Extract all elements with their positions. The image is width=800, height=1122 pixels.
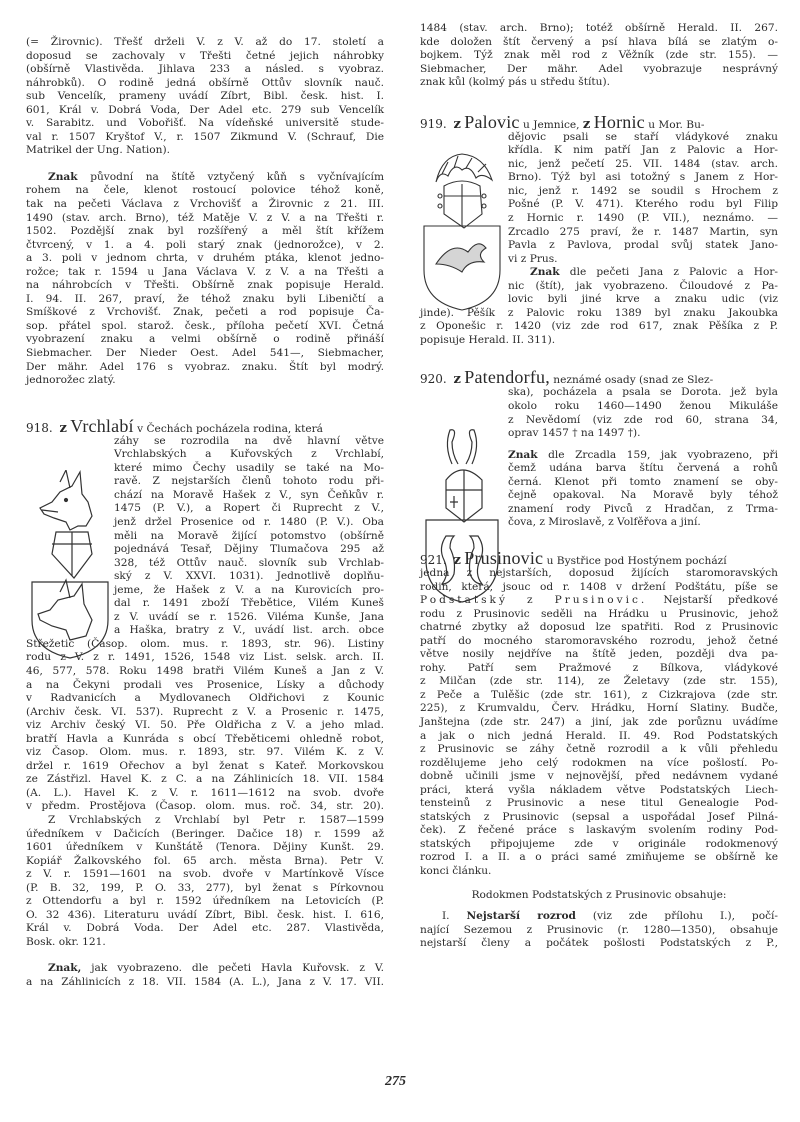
- text-line: dobně učinili jsme v nejnovější, před nedávnem vydané: [420, 770, 778, 783]
- text-line: rožce; tak r. 1594 u Jana Václava V. z V. a na Třešti a: [26, 265, 384, 278]
- text-line: ravě. Z nejstarších členů tohoto rodu při-: [114, 475, 384, 488]
- text-line: (= Žirovnic). Třešť drželi V. z V. až do 17. století a: [26, 36, 384, 48]
- text-line: rozdělujeme jeho celý rodokmen na více pošlostí. Po-: [420, 756, 778, 769]
- text-line: 1502. Pozdější znak byl rozšířený a měl štít křížem: [26, 225, 384, 238]
- shield-icon: [32, 580, 108, 658]
- text-line: z Peče a Tulěšic (zde str. 161), z Cizkrajova (zde str.: [420, 688, 778, 701]
- text-line: jedna z nejstarších, doposud žijících staromoravských: [420, 566, 778, 579]
- helmet-icon: [52, 532, 92, 578]
- entry-heading: 918. z Vrchlabí v Čechách pocházela rodina, která: [26, 415, 323, 436]
- text-line: 328, též Ottův nauč. slovník sub Vrchlab-: [114, 556, 384, 569]
- shield-icon: [424, 226, 500, 310]
- text-line: měli na Moravě žijící potomstvo (obšírně: [114, 529, 384, 542]
- text-line: rohy. Patří sem Pražmové z Bílkova, vládykové: [420, 661, 778, 674]
- wing-crest-icon: [436, 154, 492, 182]
- text-line: Zrcadlo 275 praví, že r. 1487 Martin, syn: [508, 225, 778, 238]
- family-name: Patendorfu,: [464, 367, 550, 388]
- family-name: Palovic: [464, 111, 520, 132]
- text-line: lovic byli jiné krve a znaku udic (viz: [508, 293, 778, 306]
- text-line: 601, Král v. Dobrá Voda, Der Adel etc. 279 sub Vencelík: [26, 103, 384, 116]
- text-line: I. 94. II. 267, praví, že téhož znaku byli Libeničtí a: [26, 292, 384, 305]
- text-line: Brno). Týž byl asi totožný s Janem z Hor-: [508, 171, 778, 184]
- wolf-head-crest-icon: [40, 470, 92, 530]
- text-line: a na Čekyni prodali ves Prosenice, Lísky a důchody: [26, 678, 384, 691]
- horns-crest-icon: [447, 430, 476, 464]
- text-line: sub Vencelík, prameny uvádí Zíbrt, Bibl. česk. hist. I.: [26, 90, 384, 103]
- text-line: ský z V. XXVI. 1031). Jednotlivě doplňu-: [114, 570, 384, 583]
- text-line: z Nevědomí (viz zde rod 60, strana 34,: [508, 413, 778, 426]
- text-line: jinde). Pěšík z Palovic roku 1389 byl znaku Jakoubka: [420, 306, 778, 319]
- text-line: ska), pocházela a psala se Dorota. jež byla: [508, 386, 778, 399]
- text-line: Pavla z Pavlova, prodal svůj statek Jano-: [508, 239, 778, 252]
- text-line: tensteinů z Prusinovic a nese titul Genealogie Pod-: [420, 797, 778, 810]
- text-line: ze Zástřizl. Havel K. z C. a na Záhlinicích 18. VII. 1584: [26, 773, 384, 786]
- text-line: rodin, která, jsouc od r. 1408 v držení Podštátu, píše se: [420, 580, 778, 593]
- text-line: patří do mocného staromoravského rozrodu, jehož četné: [420, 634, 778, 647]
- text-line: Der mähr. Adel 176 s vyobraz. znaku. Štít byl modrý.: [26, 360, 384, 373]
- text-line: čemž udána barva štítu červená a rohů: [508, 462, 778, 475]
- entry-919: 919. z Palovic u Jemnice, z Hornic u Mor. Bu- dějovic psali se staří vládykové znaku křídla. K nim patří Jan z Palovic a Hor- nic, jenž pečetí 25. VII. 1484 (stav. arch. Brno). Týž byl asi totožný s Janem z Hor- nic, jenž r. 1492 se soudil s Hrochem z Pošné (P. V. 471). Kterého rodu byl Filip z Hornic r. 1490 (P. VII.), neznámo. — Zrcadlo 275 praví, že r. 1487 Martin, syn Pavla z Pavlova, prodal svůj statek Jano- vi z Prus. Znak dle pečeti Jana z Palovic a Hor- nic (štít), jak vyobrazeno. Čiloudové z Pa- lovic byli jiné krve a znaku udic (viz jinde). Pěšík z Palovic roku 1389 byl znaku Jakoubka z Oponešic r. 1420 (viz zde rod 617, znak Pěšíka z P. popisuje Herald. II. 311).: [420, 111, 778, 346]
- text-line: Pošné (P. V. 471). Kterého rodu byl Filip: [508, 198, 778, 211]
- text-line: viz Časop. Olom. mus. r. 1893, str. 97. Vilém K. z V.: [26, 746, 384, 759]
- text-line: kde doložen štít červený a psí hlava bílá se zlatým o-: [420, 35, 778, 48]
- text-line: a jak o nich jedná Herald. II. 49. Rod Podstatských: [420, 729, 778, 742]
- text-line: záhy se rozrodila na dvě hlavní větve: [114, 434, 384, 447]
- text-line: a na Záhlinicích z 18. VII. 1584 (A. L.), Jana z V. 17. VII.: [26, 976, 384, 988]
- text-line: Z Vrchlabských z Vrchlabí byl Petr r. 1587—1599: [48, 813, 384, 826]
- text-line: statských z Prusinovic (sepsal a uspořádal Josef Pilná-: [420, 810, 778, 823]
- text-line: nic, jenž r. 1492 se soudil s Hrochem z: [508, 184, 778, 197]
- text-line: konci článku.: [420, 864, 492, 877]
- text-line: z V. r. 1591—1601 na svob. dvoře v Martínkově Vísce: [26, 868, 384, 881]
- entry-918: 918. z Vrchlabí v Čechách pocházela rodina, která záhy se rozrodila na dvě hlavní větve Vrchlabských a Kuřovských z Vrchlabí, které mimo Čechy usadily se také na Mo- ravě. Z nejstarších členů tohoto rodu při- chází na Moravě Hašek z V., syn Čeňkův r. 1475 (P. V.), a Ropert či Ruprecht z V., jenž držel Prosenice od r. 1480 (P. V.). Oba měli na Moravě žijící potomstvo (obšírně pojednává Tesař, Dějiny Tlumačova 295 až 328, též Ottův nauč. slovník sub Vrchlab- ský z V. XXVI. 1031). Jednotlivě doplňu- jeme, že Hašek z V. a na Kurovicích pro- dal r. 1491 zboží Třebětice, Vilém Kuneš z V. uvádí se r. 1526. Viléma Kunše, Jana a Haška, bratry z V., uvádí list. arch. obce Střežetic (Časop. olom. mus. r. 1893, str. 96). Listiny rodu z V. z r. 1491, 1526, 1548 viz List. selsk. arch. II. 46, 577, 578. Roku 1498 bratři Vilém Kuneš a Jan z V. a na Čekyni prodali ves Prosenice, Lísky a důchody v Radvanicích a Mydlovanech Oldřichovi z Kounic (Archiv česk. VI. 537). Ruprecht z V. a Prosenic r. 1475, viz Archiv český VI. 50. Pře Oldřicha z V. a jeho mlad. bratří Havla a Kunráda s obcí Třeběticemi ohledně robot, viz Časop. Olom. mus. r. 1893, str. 97. Vilém K. z V. držel r. 1619 Ořechov a byl ženat s Kateř. Morkovskou ze Zástřizl. Havel K. z C. a na Záhlinicích 18. VII. 1584 (A. L.). Havel K. z V. r. 1611—1612 na svob. dvoře v předm. Prostějova (Časop. olom. mus. roč. 34, str. 20). Z Vrchlabských z Vrchlabí byl Petr r. 1587—1599 úředníkem v Dačicích (Beringer. Dačice 18) r. 1599 až 1601 úředníkem v Kunštátě (Tenora. Dějiny Kunšt. 29. Kopiář Žalkovského fol. 65 arch. města Brna). Petr V. z V. r. 1591—1601 na svob. dvoře v Martínkově Vísce (P. B. 32, 199, P. O. 33, 277), byl ženat s Pírkovnou z Ottendorfu a byl r. 1592 úředníkem na Letovicích (P. O. 32 436). Literaturu uvádí Zíbrt, Bibl. česk. hist. I. 616, Král v. Dobrá Voda. Der Adel etc. 287. Vlastivěda, Bosk. okr. 121. Znak, jak vyobrazeno. dle pečeti Havla Kuřovsk. z V. a na Záhlinicích z 18. VII. 1584 (A. L.), Jana z V. 17. VII.: [26, 415, 384, 988]
- text-line: v. Sarabitz. und Vobořišť. Na vídeňské universitě stude-: [26, 117, 384, 130]
- text-line: nic, jenž pečetí 25. VII. 1484 (stav. arch.: [508, 157, 778, 170]
- text-line: čtvrcený, v 1. a 4. poli starý znak (jednorožce), v 2.: [26, 238, 384, 251]
- text-line: (Archiv česk. VI. 537). Ruprecht z V. a Prosenic r. 1475,: [26, 705, 384, 718]
- text-line: a Haška, bratry z V., uvádí list. arch. obce: [114, 624, 384, 637]
- text-line: tak na pečeti Václava z Vrchovišť a Žirovnic z 21. III.: [26, 198, 384, 211]
- text-line: chází na Moravě Hašek z V., syn Čeňkův r.: [114, 488, 384, 501]
- coat-of-arms-patendorfu: [424, 424, 500, 604]
- family-name: Prusinovic: [464, 547, 544, 568]
- page-number: 275: [385, 1074, 406, 1089]
- text-line: ček). Z řečené práce s laskavým svolením rodiny Pod-: [420, 824, 778, 837]
- text-line: Janštejna (zde str. 247) a jiní, jak zde porůznu uvádíme: [420, 715, 778, 728]
- text-line: úředníkem v Dačicích (Beringer. Dačice 18) r. 1599 až: [26, 827, 384, 840]
- text-line: 1484 (stav. arch. Brno); totéž obšírně Herald. II. 267.: [420, 22, 778, 34]
- text-line: 1490 (stav. arch. Brno), též Matěje V. z V. a na Třešti r.: [26, 211, 384, 224]
- text-line: vi z Prus.: [508, 252, 558, 265]
- text-line: val r. 1507 Kryštof V., r. 1507 Zikmund V. (Schrauf, Die: [26, 130, 384, 143]
- text-line: na náhrobcích v Třešti. Obšírně znak popisuje Herald.: [26, 279, 384, 292]
- znak-label: Znak: [530, 266, 560, 279]
- shield-icon: [426, 520, 498, 602]
- text-line: z Oponešic r. 1420 (viz zde rod 617, znak Pěšíka z P.: [420, 320, 778, 333]
- text-line: práci, která vyšla nákladem větve Podstatských Liech-: [420, 783, 778, 796]
- text-line: rozrod I. a II. a o práci samé zmiňujeme se obšírně ke: [420, 851, 778, 864]
- text-line: O. 32 436). Literaturu uvádí Zíbrt, Bibl. česk. hist. I. 616,: [26, 908, 384, 921]
- text-line: Kopiář Žalkovského fol. 65 arch. města Brna). Petr V.: [26, 854, 384, 867]
- text-line: pojednává Tesař, Dějiny Tlumačova 295 až: [114, 543, 384, 556]
- text-line: oprav 1457 † na 1497 †).: [508, 427, 641, 440]
- text-line: a 3. poli v jednom chrta, v druhém ptáka, klenot jedno-: [26, 252, 384, 265]
- text-line: z Milčan (zde str. 114), ze Želetavy (zde str. 155),: [420, 675, 778, 688]
- text-line: jenž držel Prosenice od r. 1480 (P. V.). Oba: [114, 515, 384, 528]
- text-line: dal r. 1491 zboží Třebětice, Vilém Kuneš: [114, 597, 384, 610]
- entry-921: 921. z Prusinovic u Bystřice pod Hostýnem pochází jedna z nejstarších, doposud žijících staromoravských rodin, která, jsouc od r. 1408 v držení Podštátu, píše se Podstatský z Prusinovic. Nejstarší předkové rodu z Prusinovic seděli na Hrádku u Prusinovic, jehož chatrné zbytky až doposud lze spatřiti. Rod z Prusinovic patří do mocného staromoravského rozrodu, jehož četné větve nosily nejdříve na štítě jeden, později dva pa- rohy. Patří sem Pražmové z Bílkova, vládykové z Milčan (zde str. 114), ze Želetavy (zde str. 155), z Peče a Tulěšic (zde str. 161), z Cizkrajova (zde str. 225), z Krumvaldu, Červ. Hrádku, Horní Slatiny. Budče, Janštejna (zde str. 247) a jiní, jak zde porůznu uvádíme a jak o nich jedná Herald. II. 49. Rod Podstatských z Prusinovic se záhy četně rozrodil a k vůli přehledu rozdělujeme jeho celý rodokmen na více pošlostí. Po- dobně učinili jsme v nejnovější, před nedávnem vydané práci, která vyšla nákladem větve Podstatských Liech- tensteinů z Prusinovic a nese titul Genealogie Pod- statských z Prusinovic (sepsal a uspořádal Josef Pilná- ček). Z řečené práce s laskavým svolením rodiny Pod- statských připojujeme zde v originále rodokmenový rozrod I. a II. a o práci samé zmiňujeme se obšírně ke konci článku. Rodokmen Podstatských z Prusinovic obsahuje: I. Nejstarší rozrod (viz zde přílohu I.), počí- nající Sezemou z Prusinovic (r. 1280—1350), obsahuje nejstarší členy a počátek pošlosti Podstatských z P.,: [420, 547, 778, 950]
- text-line: chatrné zbytky až doposud lze spatřiti. Rod z Prusinovic: [420, 621, 778, 634]
- text-line: v Radvanicích a Mydlovanech Oldřichovi z Kounic: [26, 692, 384, 705]
- helmet-icon: [438, 181, 486, 228]
- text-line: bojkem. Týž znak měl rod z Věžník (zde str. 155). —: [420, 49, 778, 62]
- entry-heading: 920. z Patendorfu, neznámé osady (snad ze Slez-: [420, 367, 714, 388]
- text-line: viz Archiv český VI. 50. Pře Oldřicha z V. a jeho mlad.: [26, 719, 384, 732]
- text-line: Smíškové z Vrchovišť. Znak, pečeti a rod popisuje Ča-: [26, 306, 384, 319]
- text-line: Vrchlabských a Kuřovských z Vrchlabí,: [114, 448, 384, 461]
- text-line: 46, 577, 578. Roku 1498 bratři Vilém Kuneš a Jan z V.: [26, 664, 384, 677]
- text-line: čejně opakoval. Na Moravě byly téhož: [508, 489, 778, 502]
- text-line: černá. Klenot při tomto znamení se oby-: [508, 475, 778, 488]
- item-title: Nejstarší rozrod: [466, 910, 576, 923]
- text-line: 1601 úředníkem v Kunštátě (Tenora. Dějiny Kunšt. 29.: [26, 841, 384, 854]
- text-line: (obšírně Vlastivěda. Jihlava 233 a násled. s vyobraz.: [26, 63, 384, 76]
- text-line: držel r. 1619 Ořechov a byl ženat s Kateř. Morkovskou: [26, 759, 384, 772]
- entry-heading: 921. z Prusinovic u Bystřice pod Hostýnem pochází: [420, 547, 727, 568]
- text-line: (P. B. 32, 199, P. O. 33, 277), byl ženat s Pírkovnou: [26, 881, 384, 894]
- znak-label: Znak,: [48, 962, 82, 975]
- text-line: Matrikel der Ung. Nation).: [26, 144, 170, 157]
- text-line: dějovic psali se staří vládykové znaku: [508, 130, 778, 143]
- coat-of-arms-vrchlabi: [30, 470, 110, 660]
- spaced-family-name: Podstatský z Prusinovic.: [420, 594, 648, 607]
- helmet-icon: [446, 470, 482, 522]
- text-line: popisuje Herald. II. 311).: [420, 333, 556, 346]
- text-line: bratří Havla a Kunráda s obcí Třeběticemi ohledně robot,: [26, 732, 384, 745]
- text-line: nic (štít), jak vyobrazeno. Čiloudové z Pa-: [508, 279, 778, 292]
- text-line: znak kůl (kolmý pás u středu štítu).: [420, 76, 610, 89]
- text-line: jednorožec zlatý.: [26, 374, 116, 387]
- text-line: sop. přátel spol. starož. česk., příloha pečetí XVI. Četná: [26, 319, 384, 332]
- text-line: které mimo Čechy usadily se také na Mo-: [114, 461, 384, 474]
- text-line: rodu z V. z r. 1491, 1526, 1548 viz List. selsk. arch. II.: [26, 651, 384, 664]
- text-line: z Prusinovic se záhy četně rozrodil a k vůli přehledu: [420, 743, 778, 756]
- family-name: Hornic: [593, 111, 645, 132]
- text-line: Střežetic (Časop. olom. mus. r. 1893, str. 96). Listiny: [26, 637, 384, 650]
- paragraph-znak-vrchovist: Znak původní na štítě vztyčený kůň s vyčnívajícím rohem na čele, klenot rostoucí polovice téhož koně, tak na pečeti Václava z Vrchovišť a Žirovnic z 21. III. 1490 (stav. arch. Brno), též Matěje V. z V. a na Třešti r. 1502. Pozdější znak byl rozšířený a měl štít křížem čtvrcený, v 1. a 4. poli starý znak (jednorožce), v 2. a 3. poli v jednom chrta, v druhém ptáka, klenot jedno- rožce; tak r. 1594 u Jana Václava V. z V. a na Třešti a na náhrobcích v Třešti. Obšírně znak popisuje Herald. I. 94. II. 267, praví, že téhož znaku byli Libeničtí a Smíškové z Vrchovišť. Znak, pečeti a rod popisuje Ča- sop. přátel spol. starož. česk., příloha pečetí XVI. Četná vyobrazení znaku a velmi obšírně o rodině přináší Siebmacher. Der Nieder Oest. Adel 541—, Siebmacher, Der mähr. Adel 176 s vyobraz. znaku. Štít byl modrý. jednorožec zlatý.: [26, 170, 384, 387]
- text-line: vyobrazení znaku a velmi obšírně o rodině přináší: [26, 333, 384, 346]
- entry-heading: 919. z Palovic u Jemnice, z Hornic u Mor. Bu-: [420, 111, 705, 132]
- znak-label: Znak: [508, 448, 538, 461]
- text-line: náhrobků). O rodině jedná obšírně Ottův slovník nauč.: [26, 76, 384, 89]
- text-line: Bosk. okr. 121.: [26, 935, 106, 948]
- text-line: nejstarší členy a počátek pošlosti Podstatských z P.,: [420, 937, 778, 950]
- text-line: rodu z Prusinovic seděli na Hrádku u Prusinovic, jehož: [420, 607, 778, 620]
- paragraph-zirovnic: [26, 36, 384, 158]
- coat-of-arms-palovic: [422, 152, 502, 312]
- text-line: z Hornic r. 1490 (P. VII.), neznámo. —: [508, 212, 778, 225]
- entry-920: 920. z Patendorfu, neznámé osady (snad ze Slez- ska), pocházela a psala se Dorota. jež byla okolo roku 1460—1490 ženou Mikuláše z Nevědomí (viz zde rod 60, strana 34, oprav 1457 † na 1497 †). Znak dle Zrcadla 159, jak vyobrazeno, při čemž udána barva štítu červená a rohů černá. Klenot při tomto znamení se oby- čejně opakoval. Na Moravě byly téhož znamení rody Pivců z Hradčan, z Trma- čova, z Miroslavě, z Volfěřova a jiní.: [420, 367, 778, 529]
- text-line: z V. uvádí se r. 1526. Viléma Kunše, Jana: [114, 610, 384, 623]
- text-line: okolo roku 1460—1490 ženou Mikuláše: [508, 400, 778, 413]
- paragraph-herald: [420, 22, 778, 90]
- text-line: (A. L.). Havel K. z V. r. 1611—1612 na svob. dvoře: [26, 786, 384, 799]
- text-line: doposud se zachovaly v Třešti četné jejich náhrobky: [26, 49, 384, 62]
- text-line: Siebmacher. Der Nieder Oest. Adel 541—, Siebmacher,: [26, 347, 384, 360]
- znak-label: Znak: [48, 170, 78, 183]
- family-name: Vrchlabí: [70, 415, 134, 436]
- text-line: jeme, že Hašek z V. a na Kurovicích pro-: [114, 583, 384, 596]
- text-line: z Ottendorfu a byl r. 1592 úředníkem na Letovicích (P.: [26, 895, 384, 908]
- text-line: čova, z Miroslavě, z Volfěřova a jiní.: [508, 516, 701, 529]
- text-line: statských připojujeme zde v originále rodokmenový: [420, 837, 778, 850]
- text-line: větve nosily nejdříve na štítě jeden, později dva pa-: [420, 648, 778, 661]
- text-line: v předm. Prostějova (Časop. olom. mus. roč. 34, str. 20).: [26, 800, 384, 813]
- text-line: rohem na čele, klenot rostoucí polovice téhož koně,: [26, 184, 384, 197]
- text-line: Král v. Dobrá Voda. Der Adel etc. 287. Vlastivěda,: [26, 922, 384, 935]
- text-line: znamení rody Pivců z Hradčan, z Trma-: [508, 502, 778, 515]
- text-line: křídla. K nim patří Jan z Palovic a Hor-: [508, 144, 778, 157]
- text-line: 1475 (P. V.), a Ropert či Ruprecht z V.,: [114, 502, 384, 515]
- genealogy-heading: Rodokmen Podstatských z Prusinovic obsahuje:: [471, 888, 727, 901]
- text-line: nající Sezemou z Prusinovic (r. 1280—1350), obsahuje: [420, 923, 778, 936]
- text-line: Siebmacher, Der mähr. Adel vyobrazuje nesprávný: [420, 62, 778, 75]
- text-line: 225), z Krumvaldu, Červ. Hrádku, Horní Slatiny. Budče,: [420, 702, 778, 715]
